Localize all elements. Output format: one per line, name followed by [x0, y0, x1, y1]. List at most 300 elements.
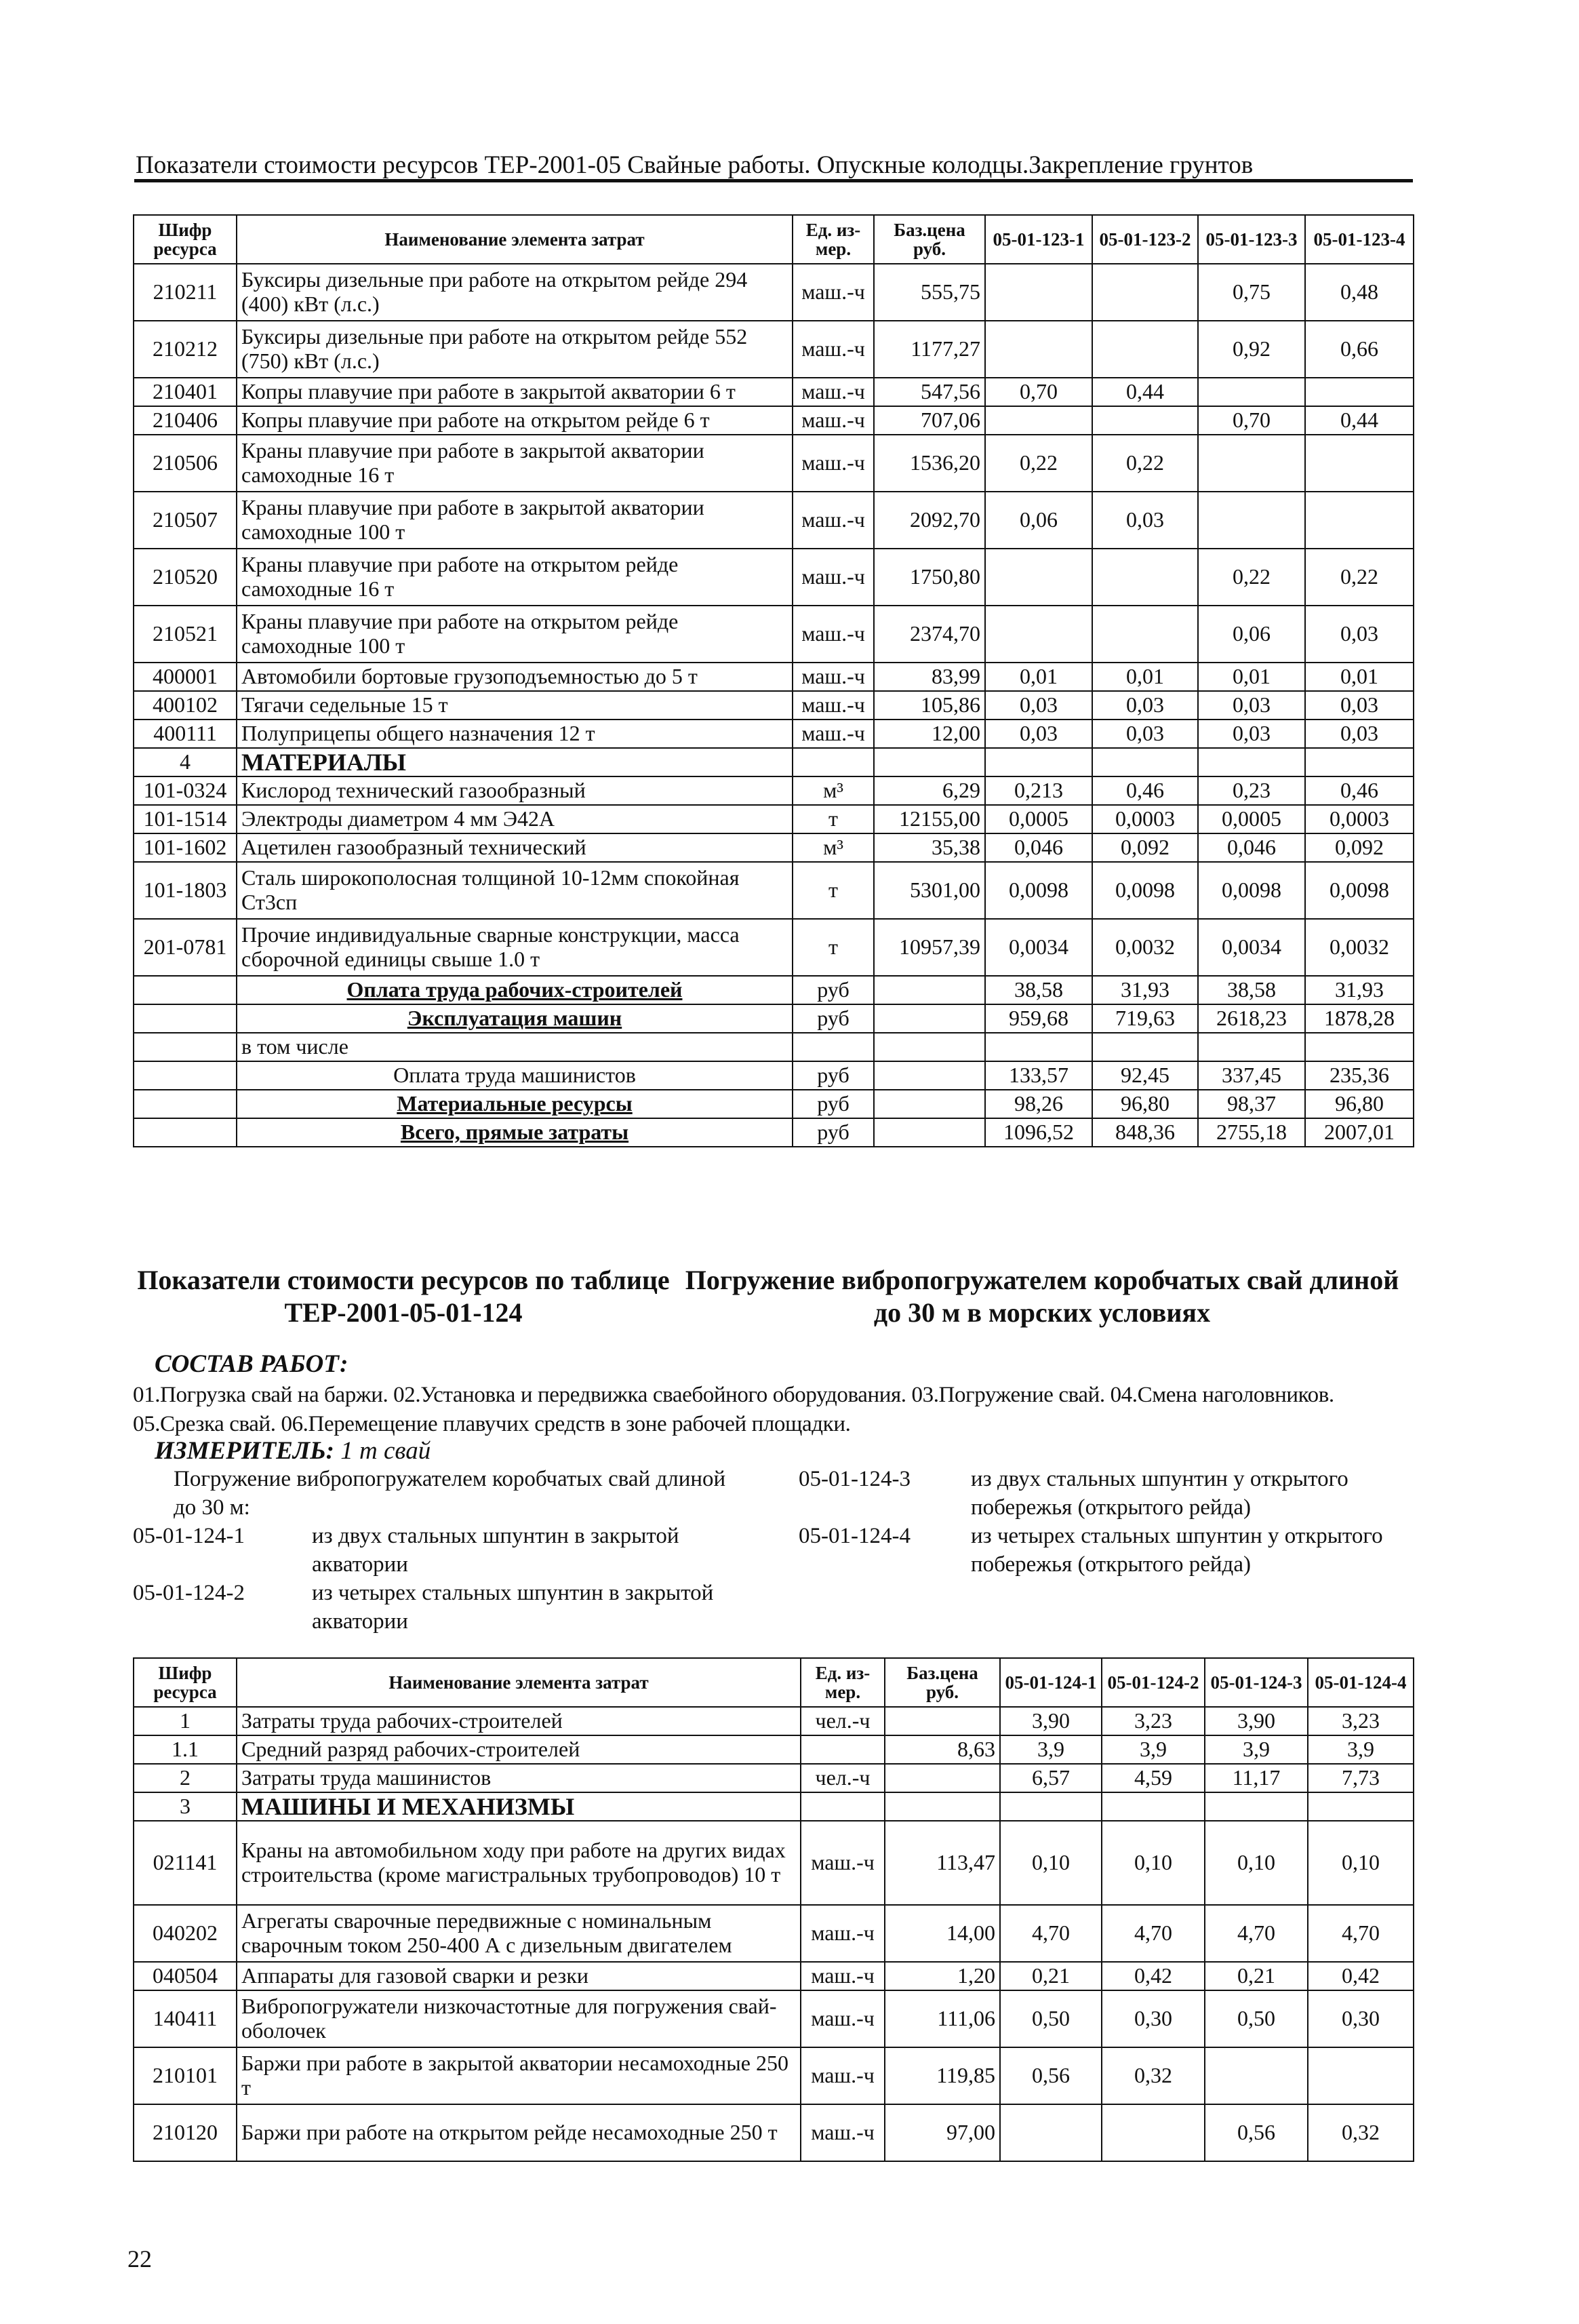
cell-value	[1092, 264, 1198, 321]
cell-unit: маш.-ч	[801, 1990, 885, 2047]
cell-value: 0,50	[1000, 1990, 1102, 2047]
table-row	[134, 321, 1414, 378]
cell-value	[1092, 321, 1198, 378]
cell-unit: маш.-ч	[793, 549, 874, 606]
cell-unit: маш.-ч	[793, 264, 874, 321]
cell-code	[134, 1118, 237, 1147]
cell-value: 0,03	[1198, 720, 1305, 748]
cell-value: 0,46	[1305, 776, 1414, 805]
cell-name: Ацетилен газообразный технический	[237, 833, 793, 862]
cell-value: 959,68	[985, 1004, 1092, 1033]
cell-code: 400111	[134, 720, 237, 748]
cell-code	[134, 1004, 237, 1033]
cell-code: 040504	[134, 1962, 237, 1990]
cell-price	[885, 1792, 1000, 1821]
cell-name: Краны на автомобильном ходу при работе на других видах строительства (кроме магистральных трубопроводов) 10 т	[237, 1821, 801, 1905]
cell-value: 11,17	[1205, 1764, 1308, 1792]
cell-name: Краны плавучие при работе в закрытой акватории самоходные 16 т	[237, 435, 793, 492]
cell-code: 101-1803	[134, 862, 237, 919]
scope-code-2: 05-01-124-2	[133, 1581, 245, 1605]
cell-price: 14,00	[885, 1905, 1000, 1962]
cell-value: 0,44	[1092, 378, 1198, 406]
scope-text-1: из двух стальных шпунтин в закрытой акватории	[312, 1524, 679, 1577]
header-code: Шифр ресурса	[134, 215, 237, 264]
cell-code	[134, 1090, 237, 1118]
cell-code: 210211	[134, 264, 237, 321]
table-row	[134, 862, 1414, 919]
cell-value: 31,93	[1092, 976, 1198, 1004]
scope-code-3: 05-01-124-3	[799, 1467, 911, 1491]
cell-code: 101-1514	[134, 805, 237, 833]
cell-code	[134, 1033, 237, 1061]
cell-value: 0,22	[985, 435, 1092, 492]
cell-name: Аппараты для газовой сварки и резки	[237, 1962, 801, 1990]
cell-value: 3,9	[1102, 1735, 1205, 1764]
header-name: Наименование элемента затрат	[237, 1658, 801, 1707]
scope-intro: Погружение вибропогружателем коробчатых свай длиной до 30 м:	[174, 1467, 726, 1520]
cell-code	[134, 976, 237, 1004]
cell-value: 0,06	[985, 492, 1092, 549]
cell-price: 2374,70	[874, 606, 985, 663]
cell-value: 0,0005	[985, 805, 1092, 833]
cell-unit	[801, 1735, 885, 1764]
cell-unit: м³	[793, 833, 874, 862]
table-row	[134, 492, 1414, 549]
cell-unit: маш.-ч	[793, 691, 874, 720]
cell-value	[1305, 748, 1414, 776]
cell-value: 0,0005	[1198, 805, 1305, 833]
cell-value: 1878,28	[1305, 1004, 1414, 1033]
table-row	[134, 1905, 1414, 1962]
cell-value: 0,0098	[1092, 862, 1198, 919]
cell-value	[1205, 2047, 1308, 2104]
cell-value: 0,46	[1092, 776, 1198, 805]
table-row	[134, 1764, 1414, 1792]
cell-value: 0,03	[1092, 720, 1198, 748]
cell-name: Копры плавучие при работе на открытом рейде 6 т	[237, 406, 793, 435]
cell-value: 96,80	[1305, 1090, 1414, 1118]
cell-value	[1102, 2104, 1205, 2161]
cell-value: 0,0098	[985, 862, 1092, 919]
summary-row	[134, 976, 1414, 1004]
cell-price: 12,00	[874, 720, 985, 748]
cell-code	[134, 1061, 237, 1090]
cell-unit: чел.-ч	[801, 1764, 885, 1792]
cell-price: 113,47	[885, 1821, 1000, 1905]
cell-code: 4	[134, 748, 237, 776]
cell-unit: маш.-ч	[801, 1905, 885, 1962]
cell-code: 210101	[134, 2047, 237, 2104]
cell-unit: маш.-ч	[793, 435, 874, 492]
table-row	[134, 919, 1414, 976]
cell-value: 0,03	[1305, 606, 1414, 663]
header-col-2: 05-01-124-2	[1102, 1658, 1205, 1707]
section-row	[134, 748, 1414, 776]
header-col-4: 05-01-123-4	[1305, 215, 1414, 264]
cell-value: 0,56	[1205, 2104, 1308, 2161]
cell-unit: руб	[793, 976, 874, 1004]
cell-price: 2092,70	[874, 492, 985, 549]
work-composition-text: 01.Погрузка свай на баржи. 02.Установка и передвижка сваебойного оборудования. 03.Погружение свай. 04.Смена наголовников. 05.Срезка свай. 06.Перемещение плавучих средств в зоне рабочей площадки.	[133, 1383, 1334, 1436]
cell-value: 0,22	[1305, 549, 1414, 606]
cell-value: 0,48	[1305, 264, 1414, 321]
cell-unit: маш.-ч	[793, 492, 874, 549]
cell-price	[885, 1764, 1000, 1792]
cell-unit: маш.-ч	[793, 663, 874, 691]
cell-price: 707,06	[874, 406, 985, 435]
cell-code: 2	[134, 1764, 237, 1792]
scope-text-3: из двух стальных шпунтин у открытого побережья (открытого рейда)	[971, 1467, 1348, 1520]
table-row	[134, 1990, 1414, 2047]
cell-value: 4,70	[1000, 1905, 1102, 1962]
header-col-2: 05-01-123-2	[1092, 215, 1198, 264]
summary-row	[134, 1090, 1414, 1118]
cell-price: 10957,39	[874, 919, 985, 976]
scope-code-4: 05-01-124-4	[799, 1524, 911, 1548]
cell-value: 4,70	[1205, 1905, 1308, 1962]
cell-value: 2618,23	[1198, 1004, 1305, 1033]
resource-table-123	[133, 214, 1414, 1147]
table-row	[134, 2047, 1414, 2104]
table-row	[134, 720, 1414, 748]
cell-code: 400102	[134, 691, 237, 720]
cell-value: 848,36	[1092, 1118, 1198, 1147]
cell-value	[1198, 435, 1305, 492]
summary-row	[134, 1061, 1414, 1090]
cell-name: Затраты труда машинистов	[237, 1764, 801, 1792]
cell-name: МАШИНЫ И МЕХАНИЗМЫ	[237, 1792, 801, 1821]
cell-value: 7,73	[1308, 1764, 1414, 1792]
cell-name: Прочие индивидуальные сварные конструкции, масса сборочной единицы свыше 1.0 т	[237, 919, 793, 976]
cell-price	[874, 1061, 985, 1090]
cell-value	[1092, 606, 1198, 663]
table-header-row	[134, 1658, 1414, 1707]
cell-code: 210401	[134, 378, 237, 406]
cell-code: 210520	[134, 549, 237, 606]
cell-value: 0,01	[985, 663, 1092, 691]
table-row	[134, 435, 1414, 492]
cell-value: 92,45	[1092, 1061, 1198, 1090]
table-row	[134, 1821, 1414, 1905]
table-row	[134, 805, 1414, 833]
cell-code: 140411	[134, 1990, 237, 2047]
cell-code: 1.1	[134, 1735, 237, 1764]
cell-name: Буксиры дизельные при работе на открытом рейде 552 (750) кВт (л.с.)	[237, 321, 793, 378]
cell-name: Тягачи седельные 15 т	[237, 691, 793, 720]
cell-value: 0,92	[1198, 321, 1305, 378]
cell-price	[874, 1033, 985, 1061]
meter-line	[155, 1436, 431, 1465]
cell-value	[985, 606, 1092, 663]
cell-code: 1	[134, 1707, 237, 1735]
summary-row	[134, 1118, 1414, 1147]
cell-value: 0,0034	[985, 919, 1092, 976]
cell-name: Средний разряд рабочих-строителей	[237, 1735, 801, 1764]
cell-value	[1198, 378, 1305, 406]
cell-value: 0,32	[1308, 2104, 1414, 2161]
cell-value	[1102, 1792, 1205, 1821]
cell-name: Полуприцепы общего назначения 12 т	[237, 720, 793, 748]
cell-value	[1092, 748, 1198, 776]
cell-value: 0,75	[1198, 264, 1305, 321]
cell-value: 2755,18	[1198, 1118, 1305, 1147]
cell-value: 0,30	[1102, 1990, 1205, 2047]
table2-title-right: Погружение вибропогружателем коробчатых свай длиной до 30 м в морских условиях	[685, 1265, 1399, 1328]
cell-value	[1305, 1033, 1414, 1061]
cell-value: 0,01	[1092, 663, 1198, 691]
cell-code: 400001	[134, 663, 237, 691]
cell-value: 0,01	[1198, 663, 1305, 691]
cell-price: 119,85	[885, 2047, 1000, 2104]
cell-price: 555,75	[874, 264, 985, 321]
cell-value: 38,58	[1198, 976, 1305, 1004]
cell-unit: маш.-ч	[801, 1821, 885, 1905]
cell-code: 101-0324	[134, 776, 237, 805]
table-row	[134, 1962, 1414, 1990]
table-row	[134, 264, 1414, 321]
header-col-3: 05-01-123-3	[1198, 215, 1305, 264]
cell-value: 2007,01	[1305, 1118, 1414, 1147]
cell-unit	[801, 1792, 885, 1821]
resource-table-124	[133, 1657, 1414, 2162]
cell-code: 210507	[134, 492, 237, 549]
summary-row	[134, 1004, 1414, 1033]
cell-price	[885, 1707, 1000, 1735]
cell-value	[1000, 2104, 1102, 2161]
cell-value: 0,03	[985, 720, 1092, 748]
cell-value: 0,44	[1305, 406, 1414, 435]
scope-code-1: 05-01-124-1	[133, 1524, 245, 1548]
scope-text-2: из четырех стальных шпунтин в закрытой акватории	[312, 1581, 714, 1634]
cell-value: 3,9	[1000, 1735, 1102, 1764]
cell-value: 0,03	[1305, 691, 1414, 720]
header-unit: Ед. из-мер.	[793, 215, 874, 264]
cell-value	[1305, 492, 1414, 549]
cell-name: Оплата труда машинистов	[237, 1061, 793, 1090]
cell-value: 96,80	[1092, 1090, 1198, 1118]
cell-value: 0,06	[1198, 606, 1305, 663]
table-row	[134, 406, 1414, 435]
cell-name: Затраты труда рабочих-строителей	[237, 1707, 801, 1735]
cell-value	[1305, 435, 1414, 492]
cell-code: 040202	[134, 1905, 237, 1962]
cell-value: 0,23	[1198, 776, 1305, 805]
cell-price: 111,06	[885, 1990, 1000, 2047]
cell-price	[874, 1090, 985, 1118]
header-unit: Ед. из-мер.	[801, 1658, 885, 1707]
cell-name: Электроды диаметром 4 мм Э42А	[237, 805, 793, 833]
cell-value	[1305, 378, 1414, 406]
header-col-1: 05-01-123-1	[985, 215, 1092, 264]
cell-value: 0,10	[1102, 1821, 1205, 1905]
cell-name: Краны плавучие при работе на открытом рейде самоходные 16 т	[237, 549, 793, 606]
cell-value: 0,42	[1308, 1962, 1414, 1990]
cell-code: 101-1602	[134, 833, 237, 862]
cell-unit: маш.-ч	[793, 406, 874, 435]
cell-price: 1536,20	[874, 435, 985, 492]
cell-value: 0,03	[985, 691, 1092, 720]
cell-value: 31,93	[1305, 976, 1414, 1004]
header-col-3: 05-01-124-3	[1205, 1658, 1308, 1707]
cell-value: 0,10	[1308, 1821, 1414, 1905]
cell-value	[1308, 1792, 1414, 1821]
cell-price: 8,63	[885, 1735, 1000, 1764]
cell-value: 0,50	[1205, 1990, 1308, 2047]
scope-text-4: из четырех стальных шпунтин у открытого побережья (открытого рейда)	[971, 1524, 1383, 1577]
cell-value	[1205, 1792, 1308, 1821]
cell-unit: руб	[793, 1061, 874, 1090]
cell-value: 3,23	[1308, 1707, 1414, 1735]
cell-value: 3,9	[1205, 1735, 1308, 1764]
cell-name: Агрегаты сварочные передвижные с номинальным сварочным током 250-400 А с дизельным двигателем	[237, 1905, 801, 1962]
cell-value: 719,63	[1092, 1004, 1198, 1033]
cell-name: Автомобили бортовые грузоподъемностью до 5 т	[237, 663, 793, 691]
cell-name: Буксиры дизельные при работе на открытом рейде 294 (400) кВт (л.с.)	[237, 264, 793, 321]
cell-name: Краны плавучие при работе на открытом рейде самоходные 100 т	[237, 606, 793, 663]
cell-value	[1308, 2047, 1414, 2104]
cell-unit	[793, 748, 874, 776]
cell-value: 235,36	[1305, 1061, 1414, 1090]
cell-value: 98,37	[1198, 1090, 1305, 1118]
table-row	[134, 833, 1414, 862]
cell-unit: руб	[793, 1004, 874, 1033]
cell-value: 0,0032	[1305, 919, 1414, 976]
cell-value	[1198, 1033, 1305, 1061]
cell-value	[985, 321, 1092, 378]
cell-code: 210506	[134, 435, 237, 492]
cell-value: 0,66	[1305, 321, 1414, 378]
table-row	[134, 549, 1414, 606]
cell-value: 0,0032	[1092, 919, 1198, 976]
cell-value: 0,10	[1000, 1821, 1102, 1905]
cell-name: Копры плавучие при работе в закрытой акватории 6 т	[237, 378, 793, 406]
cell-value	[1092, 1033, 1198, 1061]
cell-unit: чел.-ч	[801, 1707, 885, 1735]
cell-value: 3,90	[1205, 1707, 1308, 1735]
cell-value: 0,0098	[1305, 862, 1414, 919]
cell-value: 133,57	[985, 1061, 1092, 1090]
cell-price: 105,86	[874, 691, 985, 720]
cell-name: Вибропогружатели низкочастотные для погружения свай-оболочек	[237, 1990, 801, 2047]
cell-value: 0,21	[1205, 1962, 1308, 1990]
cell-price: 1,20	[885, 1962, 1000, 1990]
table2-title-left: Показатели стоимости ресурсов по таблице ТЕР-2001-05-01-124	[137, 1265, 670, 1328]
cell-unit: руб	[793, 1090, 874, 1118]
cell-value: 0,30	[1308, 1990, 1414, 2047]
summary-row	[134, 1033, 1414, 1061]
cell-price	[874, 976, 985, 1004]
cell-value	[985, 264, 1092, 321]
table-row	[134, 1707, 1414, 1735]
cell-value: 98,26	[985, 1090, 1092, 1118]
cell-price	[874, 1118, 985, 1147]
cell-value: 0,10	[1205, 1821, 1308, 1905]
cell-value: 4,70	[1102, 1905, 1205, 1962]
cell-unit: маш.-ч	[793, 378, 874, 406]
cell-name: Материальные ресурсы	[237, 1090, 793, 1118]
cell-price: 1177,27	[874, 321, 985, 378]
table-row	[134, 776, 1414, 805]
cell-value	[1092, 549, 1198, 606]
table-row	[134, 691, 1414, 720]
cell-value: 0,0003	[1305, 805, 1414, 833]
cell-value: 0,56	[1000, 2047, 1102, 2104]
cell-value	[1198, 492, 1305, 549]
work-composition-label: СОСТАВ РАБОТ:	[155, 1350, 348, 1378]
cell-value: 0,22	[1092, 435, 1198, 492]
cell-value: 0,03	[1305, 720, 1414, 748]
cell-price: 6,29	[874, 776, 985, 805]
cell-code: 210212	[134, 321, 237, 378]
cell-value: 0,22	[1198, 549, 1305, 606]
cell-unit: маш.-ч	[793, 720, 874, 748]
cell-value	[1092, 406, 1198, 435]
cell-price: 547,56	[874, 378, 985, 406]
cell-value: 0,213	[985, 776, 1092, 805]
cell-name: Баржи при работе в закрытой акватории несамоходные 250 т	[237, 2047, 801, 2104]
header-rule	[134, 179, 1413, 182]
cell-unit: маш.-ч	[793, 606, 874, 663]
cell-name: Сталь широкополосная толщиной 10-12мм спокойная Ст3сп	[237, 862, 793, 919]
cell-value: 0,03	[1092, 492, 1198, 549]
cell-unit: руб	[793, 1118, 874, 1147]
cell-name: Краны плавучие при работе в закрытой акватории самоходные 100 т	[237, 492, 793, 549]
cell-price	[874, 748, 985, 776]
page-number: 22	[127, 2245, 152, 2272]
cell-price: 97,00	[885, 2104, 1000, 2161]
cell-value	[985, 549, 1092, 606]
cell-code: 3	[134, 1792, 237, 1821]
cell-name: Кислород технический газообразный	[237, 776, 793, 805]
cell-value	[1000, 1792, 1102, 1821]
section-row	[134, 1792, 1414, 1821]
cell-price: 12155,00	[874, 805, 985, 833]
cell-name: в том числе	[237, 1033, 793, 1061]
cell-code: 210406	[134, 406, 237, 435]
cell-unit: т	[793, 805, 874, 833]
cell-value	[985, 406, 1092, 435]
cell-value: 4,59	[1102, 1764, 1205, 1792]
cell-price	[874, 1004, 985, 1033]
cell-value: 0,0003	[1092, 805, 1198, 833]
cell-value	[985, 1033, 1092, 1061]
cell-value	[1198, 748, 1305, 776]
header-col-1: 05-01-124-1	[1000, 1658, 1102, 1707]
cell-value: 0,03	[1092, 691, 1198, 720]
table-header-row	[134, 215, 1414, 264]
cell-price: 5301,00	[874, 862, 985, 919]
cell-value: 3,23	[1102, 1707, 1205, 1735]
cell-unit: маш.-ч	[801, 1962, 885, 1990]
cell-value: 4,70	[1308, 1905, 1414, 1962]
meter-value: 1 т свай	[340, 1437, 431, 1465]
cell-value	[985, 748, 1092, 776]
header-price: Баз.цена руб.	[885, 1658, 1000, 1707]
cell-value: 6,57	[1000, 1764, 1102, 1792]
cell-value: 0,0034	[1198, 919, 1305, 976]
cell-value: 0,092	[1092, 833, 1198, 862]
cell-value: 0,42	[1102, 1962, 1205, 1990]
cell-name: Всего, прямые затраты	[237, 1118, 793, 1147]
cell-value: 0,046	[1198, 833, 1305, 862]
cell-unit: м³	[793, 776, 874, 805]
cell-value: 337,45	[1198, 1061, 1305, 1090]
cell-value: 0,70	[1198, 406, 1305, 435]
table-row	[134, 1735, 1414, 1764]
cell-name: Оплата труда рабочих-строителей	[237, 976, 793, 1004]
running-head: Показатели стоимости ресурсов ТЕР-2001-05 Свайные работы. Опускные колодцы.Закрепление грунтов	[136, 151, 1254, 179]
cell-name: Эксплуатация машин	[237, 1004, 793, 1033]
